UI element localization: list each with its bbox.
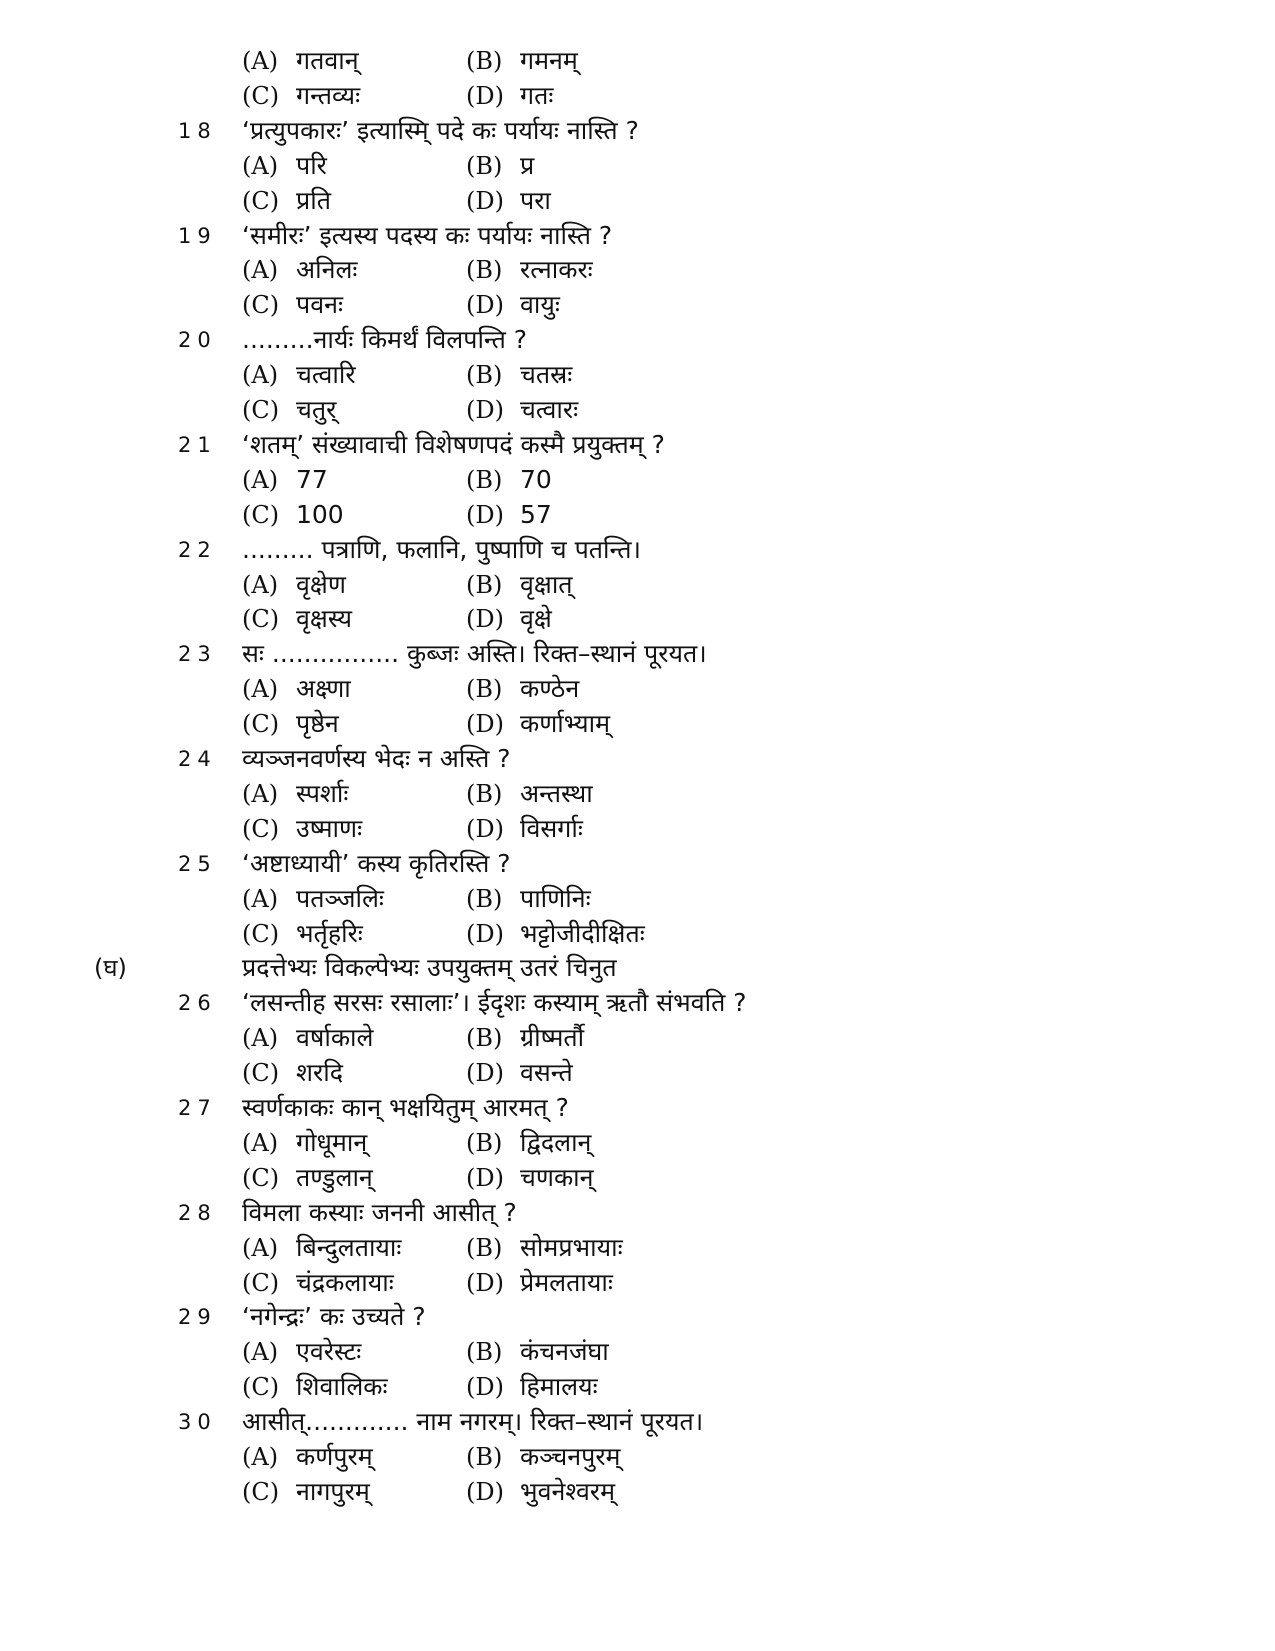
option-text: कण्ठेन bbox=[520, 674, 580, 704]
option-label: (C) bbox=[242, 1163, 280, 1192]
question-text: ‘शतम्’ संख्यावाची विशेषणपदं कस्मै प्रयुक्तम् ? bbox=[242, 429, 665, 459]
option-text: पवनः bbox=[296, 290, 344, 320]
option-label: (A) bbox=[242, 361, 279, 390]
option-text: गतवान् bbox=[296, 46, 359, 75]
option-text: हिमालयः bbox=[520, 1372, 598, 1402]
option-text: शरदि bbox=[296, 1058, 343, 1088]
section-label: (घ) bbox=[94, 954, 127, 983]
option-text: वृक्षात् bbox=[520, 569, 573, 599]
option-label: (A) bbox=[242, 151, 279, 180]
option-text: चत्वारि bbox=[296, 360, 356, 390]
option-text: उष्माणः bbox=[296, 813, 363, 843]
option-text: प्रेमलतायाः bbox=[520, 1267, 613, 1297]
option-text: द्विदलान् bbox=[520, 1127, 592, 1157]
option-label: (C) bbox=[242, 81, 280, 110]
option-label: (C) bbox=[242, 1373, 280, 1402]
option-text: कंचनजंघा bbox=[520, 1337, 609, 1367]
option-text: चतुर् bbox=[296, 395, 337, 424]
option-text: चतस्रः bbox=[520, 360, 573, 390]
option-label: (B) bbox=[466, 47, 503, 75]
option-text: पृष्ठेन bbox=[296, 709, 339, 739]
option-label: (A) bbox=[242, 779, 279, 808]
option-text: तण्डुलान् bbox=[296, 1162, 373, 1192]
option-label: (C) bbox=[242, 814, 280, 843]
option-label: (D) bbox=[466, 710, 504, 739]
option-label: (B) bbox=[466, 675, 503, 704]
option-text: 77 bbox=[296, 464, 328, 494]
option-text: वृक्षस्य bbox=[296, 604, 353, 634]
option-label: (C) bbox=[242, 186, 280, 215]
question-number: 29 bbox=[178, 1305, 217, 1330]
question-number: 23 bbox=[178, 642, 217, 667]
question-text: ‘समीरः’ इत्यस्य पदस्य कः पर्यायः नास्ति ? bbox=[242, 220, 613, 250]
question-text: विमला कस्याः जननी आसीत् ? bbox=[242, 1197, 517, 1227]
option-text: विसर्गाः bbox=[520, 813, 583, 843]
option-text: चत्वारः bbox=[520, 395, 579, 424]
option-label: (D) bbox=[466, 186, 504, 215]
option-label: (C) bbox=[242, 291, 280, 320]
option-label: (B) bbox=[466, 570, 503, 599]
option-label: (B) bbox=[466, 1338, 503, 1367]
option-label: (C) bbox=[242, 396, 280, 424]
option-label: (C) bbox=[242, 919, 280, 948]
option-text: भट्टोजीदीक्षितः bbox=[520, 918, 645, 948]
option-label: (D) bbox=[466, 919, 504, 948]
option-text: चंद्रकलायाः bbox=[296, 1267, 394, 1297]
option-text: कर्णाभ्याम् bbox=[520, 709, 611, 739]
option-label: (D) bbox=[466, 1268, 504, 1297]
option-text: गन्तव्यः bbox=[296, 80, 361, 110]
option-text: वसन्ते bbox=[520, 1058, 573, 1088]
option-label: (D) bbox=[466, 1059, 504, 1088]
option-text: चणकान् bbox=[520, 1162, 594, 1192]
question-text: व्यञ्जनवर्णस्य भेदः न अस्ति ? bbox=[242, 744, 511, 773]
option-text: 57 bbox=[520, 499, 552, 529]
option-text: एवरेस्टः bbox=[296, 1337, 362, 1367]
question-text: ‘नगेन्द्रः’ कः उच्यते ? bbox=[242, 1302, 426, 1332]
option-label: (D) bbox=[466, 396, 504, 424]
option-label: (A) bbox=[242, 570, 279, 599]
option-label: (B) bbox=[466, 1443, 503, 1471]
option-text: स्पर्शाः bbox=[296, 778, 349, 808]
option-text: कर्णपुरम् bbox=[296, 1442, 373, 1471]
option-text: प्रति bbox=[296, 185, 331, 215]
option-label: (C) bbox=[242, 500, 280, 529]
question-text: आसीत्............. नाम नगरम्। रिक्त–स्थानं पूरयत। bbox=[242, 1407, 704, 1437]
question-text: ‘अष्टाध्यायी’ कस्य कृतिरस्ति ? bbox=[242, 848, 511, 878]
question-number: 21 bbox=[178, 432, 217, 457]
option-text: अन्तस्था bbox=[520, 778, 593, 808]
option-text: बिन्दुलतायाः bbox=[296, 1232, 402, 1262]
option-text: पाणिनिः bbox=[520, 883, 591, 913]
option-label: (D) bbox=[466, 81, 504, 110]
option-text: गतः bbox=[520, 80, 554, 110]
option-text: परि bbox=[296, 150, 327, 180]
option-label: (C) bbox=[242, 1477, 280, 1506]
section-instruction: प्रदत्तेभ्यः विकल्पेभ्यः उपयुक्तम् उतरं चिनुत bbox=[242, 953, 617, 983]
option-label: (A) bbox=[242, 1233, 279, 1262]
option-text: वर्षाकाले bbox=[296, 1023, 374, 1053]
option-text: 70 bbox=[520, 464, 552, 494]
option-text: गमनम् bbox=[520, 46, 578, 75]
question-text: ‘प्रत्युपकारः’ इत्यास्मि् पदे कः पर्यायः नास्ति ? bbox=[242, 115, 639, 145]
option-label: (B) bbox=[466, 1233, 503, 1262]
option-text: परा bbox=[520, 185, 551, 215]
question-text: स्वर्णकाकः कान् भक्षयितुम् आरमत् ? bbox=[242, 1093, 569, 1122]
option-label: (A) bbox=[242, 1128, 279, 1157]
question-number: 19 bbox=[178, 223, 217, 248]
question-number: 20 bbox=[178, 328, 217, 353]
option-label: (D) bbox=[466, 1373, 504, 1402]
option-text: अनिलः bbox=[296, 255, 358, 285]
option-text: ग्रीष्मर्तौ bbox=[520, 1023, 585, 1053]
option-text: कञ्चनपुरम् bbox=[520, 1442, 621, 1471]
option-label: (A) bbox=[242, 1024, 279, 1053]
option-label: (A) bbox=[242, 1338, 279, 1367]
option-text: रत्नाकरः bbox=[520, 255, 593, 285]
option-label: (D) bbox=[466, 1163, 504, 1192]
question-text: सः ................ कुब्जः अस्ति। रिक्त–स्थानं पूरयत। bbox=[242, 639, 707, 669]
option-label: (A) bbox=[242, 256, 279, 285]
question-number: 27 bbox=[178, 1096, 217, 1120]
question-text: .........नार्यः किमर्थं विलपन्ति ? bbox=[242, 325, 528, 355]
option-label: (B) bbox=[466, 1128, 503, 1157]
option-label: (B) bbox=[466, 256, 503, 285]
option-label: (B) bbox=[466, 465, 503, 494]
option-label: (B) bbox=[466, 151, 503, 180]
option-label: (D) bbox=[466, 814, 504, 843]
option-label: (C) bbox=[242, 1268, 280, 1297]
option-label: (D) bbox=[466, 1477, 504, 1506]
option-label: (A) bbox=[242, 884, 279, 913]
question-number: 18 bbox=[178, 118, 217, 143]
option-text: प्र bbox=[520, 150, 535, 180]
option-text: शिवालिकः bbox=[296, 1372, 388, 1402]
option-text: 100 bbox=[296, 499, 344, 529]
option-label: (D) bbox=[466, 605, 504, 634]
option-text: पतञ्जलिः bbox=[296, 883, 384, 913]
option-label: (D) bbox=[466, 291, 504, 320]
question-number: 24 bbox=[178, 747, 217, 771]
option-label: (B) bbox=[466, 884, 503, 913]
option-label: (A) bbox=[242, 465, 279, 494]
question-number: 26 bbox=[178, 991, 217, 1016]
question-number: 30 bbox=[178, 1410, 217, 1435]
option-label: (C) bbox=[242, 605, 280, 634]
option-label: (C) bbox=[242, 1059, 280, 1088]
option-text: वृक्षेण bbox=[296, 569, 346, 599]
option-text: गोधूमान् bbox=[296, 1127, 368, 1157]
question-number: 22 bbox=[178, 537, 217, 562]
question-text: ‘लसन्तीह सरसः रसालाः’। ईदृशः कस्याम् ऋतौ संभवति ? bbox=[242, 988, 747, 1018]
option-label: (B) bbox=[466, 1024, 503, 1053]
option-label: (A) bbox=[242, 1443, 279, 1471]
option-label: (A) bbox=[242, 675, 279, 704]
option-text: वृक्षे bbox=[520, 604, 552, 634]
option-text: वायुः bbox=[520, 290, 560, 320]
option-text: नागपुरम् bbox=[296, 1476, 370, 1506]
option-label: (B) bbox=[466, 779, 503, 808]
option-text: भर्तृहरिः bbox=[296, 918, 363, 948]
question-number: 28 bbox=[178, 1200, 217, 1225]
option-label: (D) bbox=[466, 500, 504, 529]
option-label: (A) bbox=[242, 47, 279, 75]
option-label: (C) bbox=[242, 710, 280, 739]
option-label: (B) bbox=[466, 361, 503, 390]
option-text: भुवनेश्वरम् bbox=[520, 1476, 616, 1506]
question-number: 25 bbox=[178, 851, 217, 876]
option-text: सोमप्रभायाः bbox=[520, 1232, 623, 1262]
option-text: अक्ष्णा bbox=[296, 674, 351, 704]
question-text: ......... पत्राणि, फलानि, पुष्पाणि च पतन्ति। bbox=[242, 534, 641, 564]
